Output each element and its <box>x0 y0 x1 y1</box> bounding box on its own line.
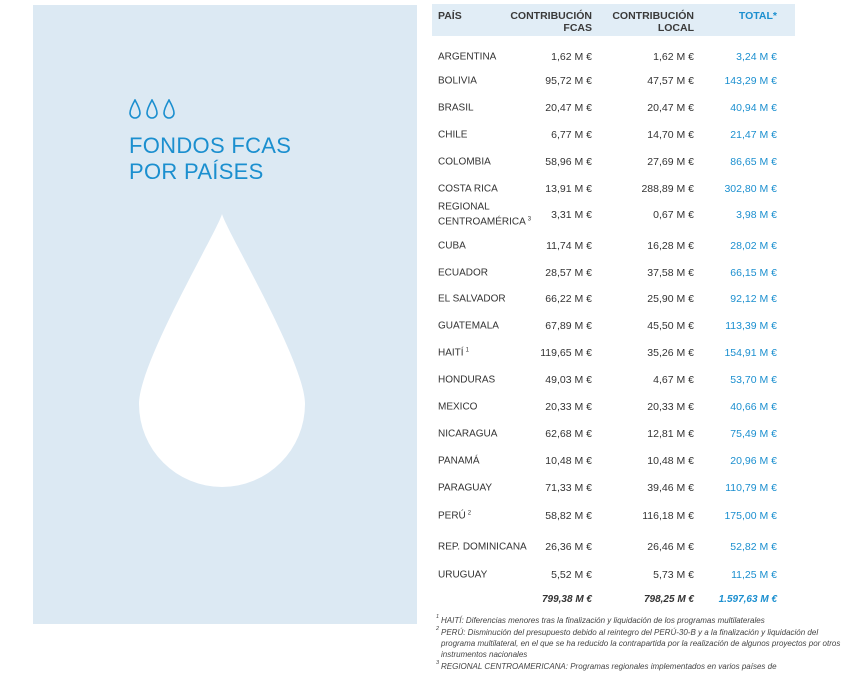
cell-total: 92,12 M € <box>730 293 777 305</box>
cell-pais <box>438 402 477 413</box>
cell-total: 20,96 M € <box>730 455 777 467</box>
left-panel <box>33 5 417 624</box>
table-row <box>432 201 795 228</box>
cell-total: 21,47 M € <box>730 129 777 141</box>
cell-local: 288,89 M € <box>641 183 694 195</box>
footnote-text: REGIONAL CENTROAMERICANA: Programas regionales implementados en varios países de <box>441 662 777 671</box>
cell-pais <box>438 268 488 279</box>
footnote <box>436 627 841 660</box>
header-local-line1: CONTRIBUCIÓN <box>612 10 694 22</box>
cell-fcas: 26,36 M € <box>545 541 592 553</box>
water-drop-icon <box>146 99 158 119</box>
cell-pais-text: CHILE <box>438 129 468 141</box>
cell-total: 28,02 M € <box>730 240 777 252</box>
cell-pais <box>438 456 480 467</box>
cell-pais-text: ARGENTINA <box>438 51 497 63</box>
cell-local: 12,81 M € <box>647 428 694 440</box>
water-drop-icon <box>163 99 175 119</box>
cell-fcas: 95,72 M € <box>545 75 592 87</box>
cell-fcas: 13,91 M € <box>545 183 592 195</box>
footnote <box>436 615 841 626</box>
cell-pais-line1: REGIONAL <box>438 201 490 213</box>
table-row <box>432 178 795 200</box>
cell-fcas: 62,68 M € <box>545 428 592 440</box>
footnote-number: 1 <box>436 614 440 620</box>
cell-local: 5,73 M € <box>653 569 694 581</box>
cell-pais <box>438 510 471 521</box>
cell-fcas: 67,89 M € <box>545 320 592 332</box>
cell-local: 20,33 M € <box>647 401 694 413</box>
cell-total: 40,94 M € <box>730 102 777 114</box>
cell-total: 154,91 M € <box>724 347 777 359</box>
cell-fcas: 1,62 M € <box>551 51 592 63</box>
cell-total: 3,98 M € <box>736 209 777 221</box>
water-drop-icon <box>129 99 141 119</box>
cell-pais <box>438 130 467 141</box>
footnote-text: HAITÍ: Diferencias menores tras la finalización y liquidación de los programas multilaterales <box>441 616 765 625</box>
cell-total: 40,66 M € <box>730 401 777 413</box>
drops-row <box>129 99 175 119</box>
cell-fcas: 11,74 M € <box>546 240 592 252</box>
header-total: TOTAL* <box>738 10 777 22</box>
table-row <box>432 564 795 586</box>
cell-local: 1,62 M € <box>653 51 694 63</box>
table-row <box>432 423 795 445</box>
table-row <box>432 536 795 558</box>
footnote-marker: 3 <box>527 216 532 223</box>
cell-total: 53,70 M € <box>730 374 777 386</box>
cell-total: 302,80 M € <box>724 183 777 195</box>
cell-local: 20,47 M € <box>647 102 694 114</box>
cell-pais-text: PANAMÁ <box>438 455 480 467</box>
cell-pais <box>438 347 469 358</box>
cell-pais-text: ECUADOR <box>438 267 489 279</box>
table-row <box>432 70 795 92</box>
cell-fcas: 10,48 M € <box>545 455 592 467</box>
cell-pais <box>438 429 497 440</box>
cell-pais-text: NICARAGUA <box>438 428 498 440</box>
cell-pais-text: PERÚ <box>438 510 466 522</box>
cell-total: 113,39 M € <box>725 320 777 332</box>
cell-pais <box>438 542 527 553</box>
footnotes <box>436 615 841 673</box>
table-row <box>432 450 795 472</box>
cell-fcas: 5,52 M € <box>551 569 592 581</box>
table-row <box>432 396 795 418</box>
footnote-number: 3 <box>436 660 440 666</box>
cell-local: 25,90 M € <box>647 293 694 305</box>
cell-pais-text: MEXICO <box>438 401 478 413</box>
cell-local: 26,46 M € <box>647 541 694 553</box>
title-line-1: FONDOS FCAS <box>129 133 292 158</box>
cell-total: 75,49 M € <box>730 428 777 440</box>
footnote <box>436 661 841 672</box>
cell-pais-text: PARAGUAY <box>438 482 493 494</box>
cell-fcas: 71,33 M € <box>545 482 592 494</box>
cell-total: 110,79 M € <box>725 482 777 494</box>
cell-pais-line2: CENTROAMÉRICA <box>438 216 526 228</box>
table-row <box>432 151 795 173</box>
table-row <box>432 477 795 499</box>
cell-pais-text: COSTA RICA <box>438 183 498 195</box>
table-row <box>432 235 795 257</box>
cell-pais <box>438 570 487 581</box>
table-row <box>432 369 795 391</box>
cell-fcas: 119,65 M € <box>540 347 592 359</box>
table-header <box>432 4 795 36</box>
cell-pais <box>438 157 491 168</box>
cell-pais-text: CUBA <box>438 240 466 252</box>
footnote-number: 2 <box>436 626 440 632</box>
cell-local: 16,28 M € <box>647 240 694 252</box>
header-local <box>612 10 694 34</box>
totals-row <box>432 594 795 610</box>
cell-pais-text: HONDURAS <box>438 374 496 386</box>
cell-local: 37,58 M € <box>647 267 694 279</box>
cell-pais-text: URUGUAY <box>438 569 488 581</box>
cell-local: 14,70 M € <box>647 129 694 141</box>
header-fcas-line2: FCAS <box>563 22 592 34</box>
cell-local: 4,67 M € <box>653 374 694 386</box>
cell-local: 39,46 M € <box>647 482 694 494</box>
cell-pais-text: COLOMBIA <box>438 156 491 168</box>
cell-total: 175,00 M € <box>724 510 777 522</box>
total-local: 798,25 M € <box>643 594 694 605</box>
cell-local: 0,67 M € <box>653 209 694 221</box>
cell-total: 11,25 M € <box>731 569 777 581</box>
cell-fcas: 20,33 M € <box>545 401 592 413</box>
cell-fcas: 28,57 M € <box>545 267 592 279</box>
cell-pais-text: BRASIL <box>438 102 474 114</box>
cell-pais <box>438 294 506 305</box>
cell-pais <box>438 103 474 114</box>
cell-pais <box>438 184 498 195</box>
header-fcas <box>510 10 592 34</box>
cell-pais-text: EL SALVADOR <box>438 293 506 305</box>
cell-pais-text: REP. DOMINICANA <box>438 541 527 553</box>
footnote-text: PERÚ: Disminución del presupuesto debido al reintegro del PERÚ-30-B y a la finalización y liquidación del programa multilateral, en el que se ha reducido la contrapartida por la realización de algunos proyectos por otros instrumentos nacionales <box>441 628 841 659</box>
cell-fcas: 49,03 M € <box>545 374 592 386</box>
cell-fcas: 58,96 M € <box>545 156 592 168</box>
cell-pais-text: HAITÍ <box>438 347 464 359</box>
cell-local: 10,48 M € <box>647 455 694 467</box>
cell-total: 52,82 M € <box>730 541 777 553</box>
cell-fcas: 58,82 M € <box>545 510 592 522</box>
title-line-2: POR PAÍSES <box>129 159 264 184</box>
table-row <box>432 46 795 68</box>
cell-pais <box>438 375 495 386</box>
cell-local: 47,57 M € <box>647 75 694 87</box>
cell-pais <box>438 483 492 494</box>
cell-local: 27,69 M € <box>647 156 694 168</box>
total-fcas: 799,38 M € <box>541 594 592 605</box>
cell-local: 116,18 M € <box>642 510 694 522</box>
large-water-drop-icon <box>137 212 307 488</box>
cell-total: 86,65 M € <box>730 156 777 168</box>
funds-table <box>432 4 795 605</box>
table-row <box>432 124 795 146</box>
total-total: 1.597,63 M € <box>718 594 777 605</box>
cell-total: 143,29 M € <box>724 75 777 87</box>
cell-pais <box>438 241 466 252</box>
cell-fcas: 20,47 M € <box>545 102 592 114</box>
table-row <box>432 342 795 364</box>
cell-fcas: 3,31 M € <box>551 209 592 221</box>
cell-total: 3,24 M € <box>736 51 777 63</box>
header-fcas-line1: CONTRIBUCIÓN <box>510 10 592 22</box>
header-local-line2: LOCAL <box>657 22 694 34</box>
cell-fcas: 66,22 M € <box>545 293 592 305</box>
cell-total: 66,15 M € <box>730 267 777 279</box>
header-pais: PAÍS <box>438 10 462 22</box>
table-row <box>432 262 795 284</box>
footnote-marker: 1 <box>465 347 469 354</box>
cell-pais <box>438 76 477 87</box>
table-row <box>432 505 795 527</box>
table-row <box>432 315 795 337</box>
page-title <box>129 133 291 185</box>
table-row <box>432 97 795 119</box>
cell-local: 35,26 M € <box>647 347 694 359</box>
cell-local: 45,50 M € <box>647 320 694 332</box>
footnote-marker: 2 <box>467 510 472 517</box>
table-row <box>432 288 795 310</box>
cell-pais <box>438 201 531 228</box>
cell-fcas: 6,77 M € <box>551 129 592 141</box>
cell-pais <box>438 52 496 63</box>
cell-pais-text: BOLIVIA <box>438 75 477 87</box>
cell-pais-text: GUATEMALA <box>438 320 499 332</box>
cell-pais <box>438 321 499 332</box>
